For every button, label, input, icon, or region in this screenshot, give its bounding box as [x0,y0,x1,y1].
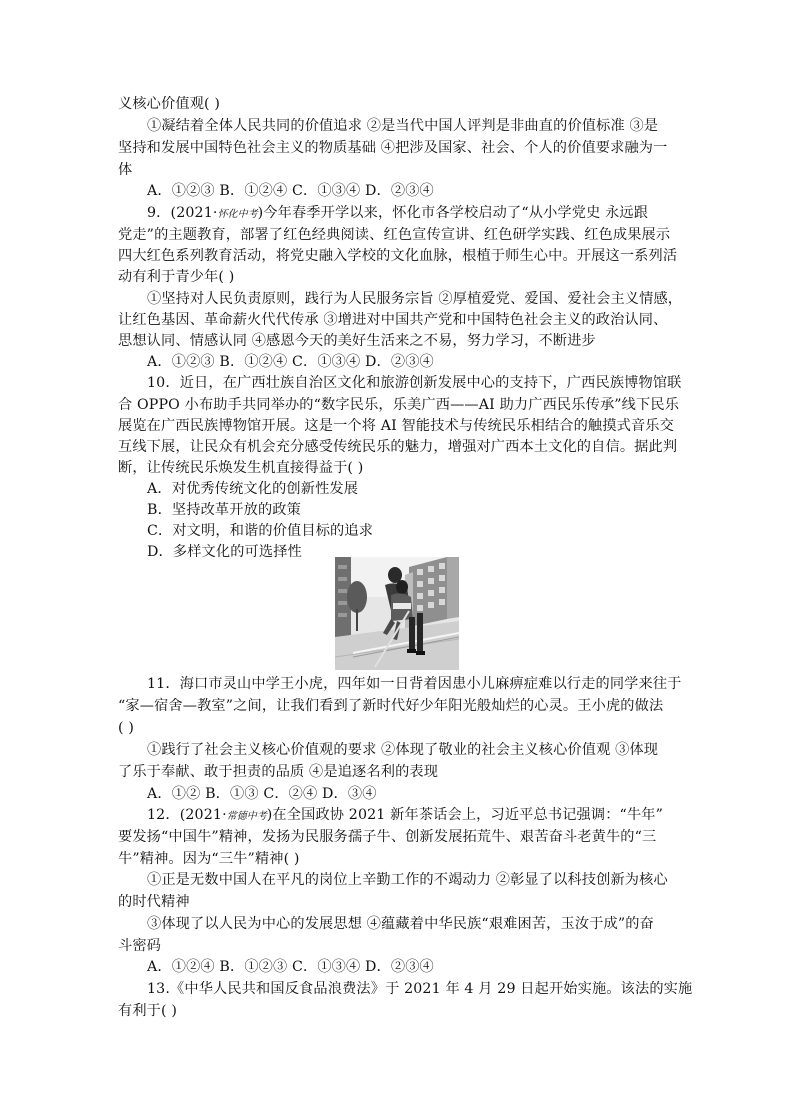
q8-options-line-1: ①凝结着全体人民共同的价值追求 ②是当代中国人评判是非曲直的价值标准 ③是 [147,118,659,134]
q9-stem-line-1 [147,203,648,225]
q10-stem-line-1: 10．近日，在广西壮族自治区文化和旅游创新发展中心的支持下，广西民族博物馆联 [147,375,682,391]
q12-source: 常德中考 [226,811,267,822]
q9-options-line-3: 思想认同、情感认同 ④感恩今天的美好生活来之不易，努力学习，不断进步 [118,333,596,349]
q11-options-line-1: ①践行了社会主义核心价值观的要求 ②体现了敬业的社会主义核心价值观 ③体现 [147,742,659,758]
q12-options-line-4: 斗密码 [118,938,162,954]
q12-stem-line-1 [147,805,663,827]
q9-options-line-2: 让红色基因、革命薪火代代传承 ③增进对中国共产党和中国特色社会主义的政治认同、 [118,312,668,328]
q11-stem-line-3: ( ) [118,720,135,736]
q11-choices: A．①② B．①③ C．②④ D．③④ [147,786,377,802]
q11-stem-line-1: 11．海口市灵山中学王小虎，四年如一日背着因患小儿麻痹症难以行走的同学来往于 [147,676,682,692]
q8-stem-end: 义核心价值观( ) [118,96,221,112]
q12-options-line-3: ③体现了以人民为中心的发展思想 ④蕴藏着中华民族“艰难困苦，玉汝于成”的奋 [147,916,654,932]
q10-option-c: C．对文明，和谐的价值目标的追求 [147,523,374,539]
q10-stem-line-5: 断，让传统民乐焕发生机直接得益于( ) [118,460,364,476]
q9-source: 怀化中考 [217,209,258,220]
q12-stem-text: )在全国政协 2021 新年茶话会上，习近平总书记强调：“牛年” [266,807,664,823]
q12-choices: A．①②④ B．①②③ C．①③④ D．②③④ [147,959,434,975]
q12-stem-line-2: 要发扬“中国牛”精神，发扬为民服务孺子牛、创新发展拓荒牛、艰苦奋斗老黄牛的“三 [118,829,657,845]
q11-stem-line-2: “家—宿舍—教室”之间，让我们看到了新时代好少年阳光般灿烂的心灵。王小虎的做法 [118,698,664,714]
q9-stem-line-2: 党走”的主题教育，部署了红色经典阅读、红色宣传宣讲、红色研学实践、红色成果展示 [118,227,671,243]
q10-option-d: D．多样文化的可选择性 [147,544,302,560]
q10-option-a: A．对优秀传统文化的创新性发展 [147,481,359,497]
q12-stem-line-3: 牛”精神。因为“三牛”精神( ) [118,851,300,867]
q9-stem-line-4: 动有利于青少年( ) [118,269,235,285]
q10-stem-line-2: 合 OPPO 小布助手共同举办的“数字民乐，乐美广西——AI 助力广西民乐传承”线下民乐 [118,397,680,413]
q9-stem-text: )今年春季开学以来，怀化市各学校启动了“从小学党史 永远跟 [257,205,649,221]
student-carrying-classmate-photo [335,557,459,670]
q8-options-line-2: 坚持和发展中国特色社会主义的物质基础 ④把涉及国家、社会、个人的价值要求融为一 [118,140,668,156]
q10-stem-line-3: 展览在广西民族博物馆开展。这是一个将 AI 智能技术与传统民乐相结合的触摸式音乐交 [118,418,674,434]
q11-options-line-2: 了乐于奉献、敢于担责的品质 ④是追逐名利的表现 [118,764,439,780]
q9-options-line-1: ①坚持对人民负责原则，践行为人民服务宗旨 ②厚植爱党、爱国、爱社会主义情感， [147,291,683,307]
q10-option-b: B．坚持改革开放的政策 [147,502,301,518]
q8-options-line-3: 体 [118,162,133,178]
q12-number: 12．(2021· [147,807,227,823]
q13-stem-line-2: 有利于( ) [118,1003,178,1019]
q12-options-line-1: ①正是无数中国人在平凡的岗位上辛勤工作的不竭动力 ②彰显了以科技创新为核心 [147,872,668,888]
q8-choices: A．①②③ B．①②④ C．①③④ D．②③④ [147,183,434,199]
q13-stem-line-1: 13.《中华人民共和国反食品浪费法》于 2021 年 4 月 29 日起开始实施。该法的实施 [147,981,693,997]
q9-choices: A．①②③ B．①②④ C．①③④ D．②③④ [147,354,434,370]
q9-stem-line-3: 四大红色系列教育活动，将党史融入学校的文化血脉，根植于师生心中。开展这一系列活 [118,248,678,264]
q9-number: 9．(2021· [147,205,218,221]
q12-options-line-2: 的时代精神 [118,894,190,910]
q10-stem-line-4: 互线下展，让民众有机会充分感受传统民乐的魅力，增强对广西本土文化的自信。据此判 [118,439,678,455]
